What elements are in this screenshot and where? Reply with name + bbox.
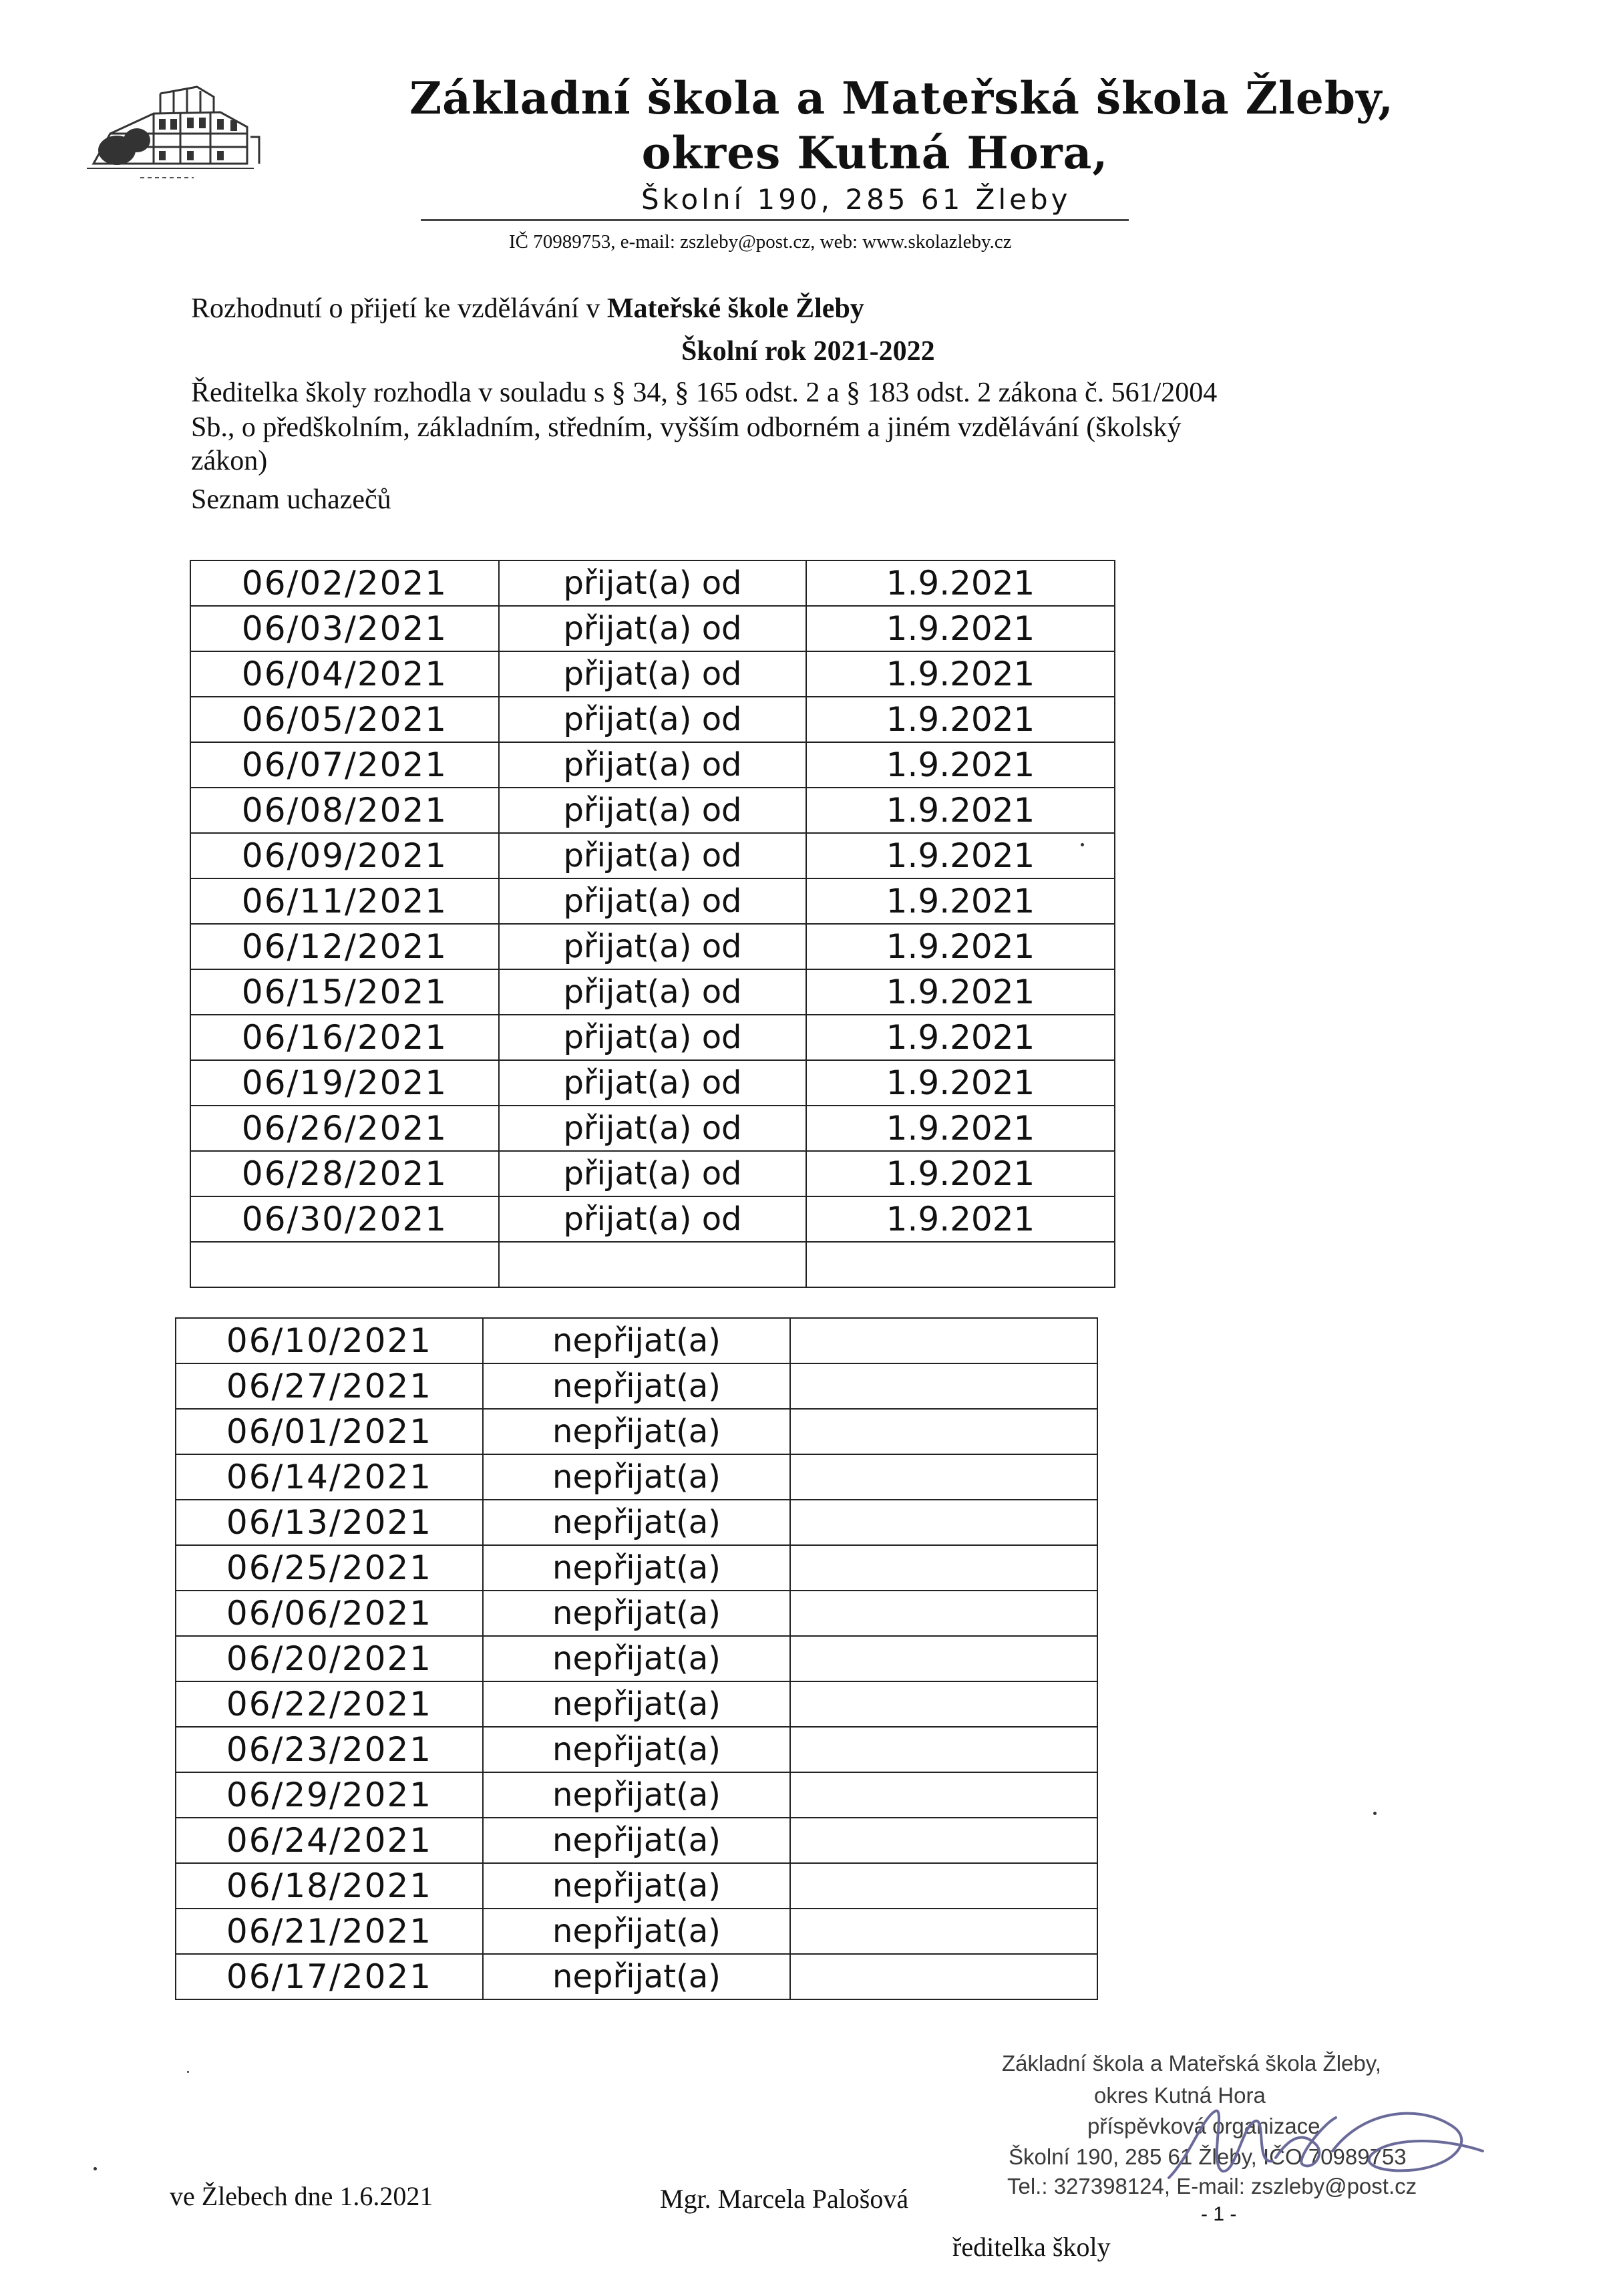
- decision-status-cell: nepřijat(a): [483, 1318, 790, 1363]
- scan-speck: [1373, 1812, 1377, 1815]
- start-date-cell: 1.9.2021: [806, 1015, 1115, 1060]
- decision-status-cell: nepřijat(a): [483, 1545, 790, 1591]
- start-date-cell: 1.9.2021: [806, 1060, 1115, 1106]
- applicant-code-cell: 06/23/2021: [176, 1727, 483, 1772]
- table-row: [190, 1060, 1115, 1106]
- applicant-code-cell: 06/25/2021: [176, 1545, 483, 1591]
- decision-title-text: Rozhodnutí o přijetí ke vzdělávání v: [191, 293, 607, 324]
- table-row: [190, 697, 1115, 742]
- applicant-code-cell: 06/14/2021: [176, 1454, 483, 1500]
- table-row: [190, 651, 1115, 697]
- decision-status-cell: nepřijat(a): [483, 1909, 790, 1954]
- applicant-code-cell: 06/27/2021: [176, 1363, 483, 1409]
- decision-status-cell: nepřijat(a): [483, 1454, 790, 1500]
- applicant-code-cell: 06/04/2021: [190, 651, 499, 697]
- decision-status-cell: nepřijat(a): [483, 1636, 790, 1681]
- decision-status-cell: přijat(a) od: [499, 878, 806, 924]
- decision-status-cell: nepřijat(a): [483, 1818, 790, 1863]
- start-date-cell: 1.9.2021: [806, 606, 1115, 651]
- start-date-cell: 1.9.2021: [806, 560, 1115, 606]
- start-date-cell: [790, 1591, 1097, 1636]
- decision-status-cell: přijat(a) od: [499, 697, 806, 742]
- start-date-cell: 1.9.2021: [806, 697, 1115, 742]
- decision-status-cell: nepřijat(a): [483, 1591, 790, 1636]
- stamp-line4: Školní 190, 285 61 Žleby, IČO 70989753: [1009, 2144, 1407, 2169]
- decision-status-cell: nepřijat(a): [483, 1863, 790, 1909]
- page-number: - 1 -: [1201, 2203, 1237, 2225]
- decision-status-cell: přijat(a) od: [499, 1015, 806, 1060]
- stamp-line3: příspěvková organizace: [1087, 2114, 1320, 2138]
- table-row: [190, 833, 1115, 878]
- start-date-cell: 1.9.2021: [806, 651, 1115, 697]
- school-name-line1: Základní škola a Mateřská škola Žleby,: [409, 72, 1394, 124]
- decision-status-cell: přijat(a) od: [499, 1151, 806, 1196]
- decision-status-cell: nepřijat(a): [483, 1681, 790, 1727]
- table-row: [176, 1636, 1097, 1681]
- applicant-code-cell: 06/01/2021: [176, 1409, 483, 1454]
- table-row: [176, 1681, 1097, 1727]
- decision-status-cell: přijat(a) od: [499, 788, 806, 833]
- table-row: [190, 1151, 1115, 1196]
- start-date-cell: [790, 1500, 1097, 1545]
- table-row: [190, 606, 1115, 651]
- school-contact: IČ 70989753, e-mail: zszleby@post.cz, web: www.skolazleby.cz: [509, 231, 1012, 253]
- table-row: [190, 1015, 1115, 1060]
- decision-status-cell: nepřijat(a): [483, 1772, 790, 1818]
- start-date-cell: [790, 1454, 1097, 1500]
- applicant-code-cell: 06/15/2021: [190, 969, 499, 1015]
- decision-status-cell: přijat(a) od: [499, 1196, 806, 1242]
- decision-status-cell: [499, 1242, 806, 1287]
- decision-title-school: Mateřské škole Žleby: [606, 293, 864, 324]
- start-date-cell: [790, 1818, 1097, 1863]
- applicant-code-cell: 06/09/2021: [190, 833, 499, 878]
- scan-speck: [187, 2071, 189, 2073]
- school-address: Školní 190, 285 61 Žleby: [641, 183, 1071, 216]
- applicant-code-cell: 06/30/2021: [190, 1196, 499, 1242]
- applicant-code-cell: 06/22/2021: [176, 1681, 483, 1727]
- applicant-code-cell: 06/29/2021: [176, 1772, 483, 1818]
- applicant-code-cell: 06/28/2021: [190, 1151, 499, 1196]
- applicant-code-cell: 06/11/2021: [190, 878, 499, 924]
- decision-status-cell: přijat(a) od: [499, 924, 806, 969]
- applicant-code-cell: 06/10/2021: [176, 1318, 483, 1363]
- start-date-cell: 1.9.2021: [806, 1106, 1115, 1151]
- stamp-line1: Základní škola a Mateřská škola Žleby,: [1002, 2051, 1381, 2076]
- decision-status-cell: přijat(a) od: [499, 651, 806, 697]
- scan-speck: [1081, 843, 1084, 846]
- stamp-line2: okres Kutná Hora: [1094, 2083, 1266, 2108]
- decision-status-cell: nepřijat(a): [483, 1954, 790, 1999]
- applicant-code-cell: 06/02/2021: [190, 560, 499, 606]
- start-date-cell: [790, 1772, 1097, 1818]
- signatory-role: ředitelka školy: [952, 2232, 1111, 2262]
- table-row: [176, 1318, 1097, 1363]
- applicant-code-cell: 06/20/2021: [176, 1636, 483, 1681]
- start-date-cell: 1.9.2021: [806, 969, 1115, 1015]
- legal-paragraph-line1: Ředitelka školy rozhodla v souladu s § 34, § 165 odst. 2 a § 183 odst. 2 zákona č. 561/2004: [191, 377, 1218, 408]
- start-date-cell: 1.9.2021: [806, 1196, 1115, 1242]
- decision-status-cell: přijat(a) od: [499, 1106, 806, 1151]
- decision-status-cell: přijat(a) od: [499, 606, 806, 651]
- applicant-code-cell: 06/16/2021: [190, 1015, 499, 1060]
- rejected-applicants-table: [175, 1317, 1098, 2000]
- applicant-code-cell: 06/18/2021: [176, 1863, 483, 1909]
- start-date-cell: 1.9.2021: [806, 833, 1115, 878]
- start-date-cell: [790, 1636, 1097, 1681]
- applicant-list-heading: Seznam uchazečů: [191, 484, 391, 515]
- start-date-cell: [790, 1727, 1097, 1772]
- applicant-code-cell: 06/12/2021: [190, 924, 499, 969]
- place-and-date: ve Žlebech dne 1.6.2021: [170, 2181, 433, 2211]
- school-building-icon: [80, 53, 267, 187]
- decision-status-cell: přijat(a) od: [499, 969, 806, 1015]
- applicant-code-cell: 06/06/2021: [176, 1591, 483, 1636]
- applicant-code-cell: 06/08/2021: [190, 788, 499, 833]
- school-year: Školní rok 2021-2022: [681, 336, 935, 367]
- decision-status-cell: nepřijat(a): [483, 1727, 790, 1772]
- signatory-name: Mgr. Marcela Palošová: [660, 2184, 909, 2214]
- signature: [1162, 2098, 1496, 2191]
- school-name-line2: okres Kutná Hora,: [641, 127, 1109, 179]
- start-date-cell: 1.9.2021: [806, 742, 1115, 788]
- legal-paragraph-line2: Sb., o předškolním, základním, středním, vyšším odborném a jiném vzdělávání (školský: [191, 412, 1182, 443]
- applicant-code-cell: [190, 1242, 499, 1287]
- table-row: [176, 1363, 1097, 1409]
- applicant-code-cell: 06/07/2021: [190, 742, 499, 788]
- applicant-code-cell: 06/05/2021: [190, 697, 499, 742]
- applicant-code-cell: 06/19/2021: [190, 1060, 499, 1106]
- start-date-cell: 1.9.2021: [806, 924, 1115, 969]
- legal-paragraph-line3: zákon): [191, 446, 268, 476]
- decision-status-cell: přijat(a) od: [499, 833, 806, 878]
- start-date-cell: [790, 1863, 1097, 1909]
- table-row: [176, 1727, 1097, 1772]
- start-date-cell: [790, 1681, 1097, 1727]
- table-row: [190, 969, 1115, 1015]
- table-row: [176, 1545, 1097, 1591]
- applicant-code-cell: 06/13/2021: [176, 1500, 483, 1545]
- decision-status-cell: přijat(a) od: [499, 560, 806, 606]
- applicant-code-cell: 06/24/2021: [176, 1818, 483, 1863]
- table-row: [176, 1409, 1097, 1454]
- table-row: [176, 1818, 1097, 1863]
- decision-status-cell: přijat(a) od: [499, 1060, 806, 1106]
- start-date-cell: [790, 1909, 1097, 1954]
- start-date-cell: [790, 1545, 1097, 1591]
- applicant-code-cell: 06/03/2021: [190, 606, 499, 651]
- decision-status-cell: nepřijat(a): [483, 1363, 790, 1409]
- table-row: [190, 560, 1115, 606]
- start-date-cell: 1.9.2021: [806, 788, 1115, 833]
- admitted-applicants-table: [190, 560, 1115, 1288]
- table-row: [190, 742, 1115, 788]
- table-row: [176, 1454, 1097, 1500]
- table-row: [176, 1772, 1097, 1818]
- stamp-line5: Tel.: 327398124, E-mail: zszleby@post.cz: [1007, 2174, 1417, 2198]
- decision-title: [191, 291, 864, 326]
- table-row: [190, 1196, 1115, 1242]
- table-row: [190, 788, 1115, 833]
- start-date-cell: 1.9.2021: [806, 878, 1115, 924]
- start-date-cell: [790, 1409, 1097, 1454]
- decision-status-cell: nepřijat(a): [483, 1500, 790, 1545]
- table-row: [176, 1863, 1097, 1909]
- scan-speck: [94, 2167, 97, 2170]
- table-row: [176, 1500, 1097, 1545]
- decision-status-cell: přijat(a) od: [499, 742, 806, 788]
- table-row: [190, 924, 1115, 969]
- table-row: [190, 1106, 1115, 1151]
- start-date-cell: [790, 1318, 1097, 1363]
- letterhead-divider: [421, 219, 1129, 221]
- start-date-cell: [790, 1363, 1097, 1409]
- start-date-cell: 1.9.2021: [806, 1151, 1115, 1196]
- start-date-cell: [790, 1954, 1097, 1999]
- table-row: [176, 1954, 1097, 1999]
- start-date-cell: [806, 1242, 1115, 1287]
- applicant-code-cell: 06/17/2021: [176, 1954, 483, 1999]
- table-row: [176, 1591, 1097, 1636]
- applicant-code-cell: 06/26/2021: [190, 1106, 499, 1151]
- decision-status-cell: nepřijat(a): [483, 1409, 790, 1454]
- table-row: [190, 878, 1115, 924]
- applicant-code-cell: 06/21/2021: [176, 1909, 483, 1954]
- table-row: [176, 1909, 1097, 1954]
- table-row: [190, 1242, 1115, 1287]
